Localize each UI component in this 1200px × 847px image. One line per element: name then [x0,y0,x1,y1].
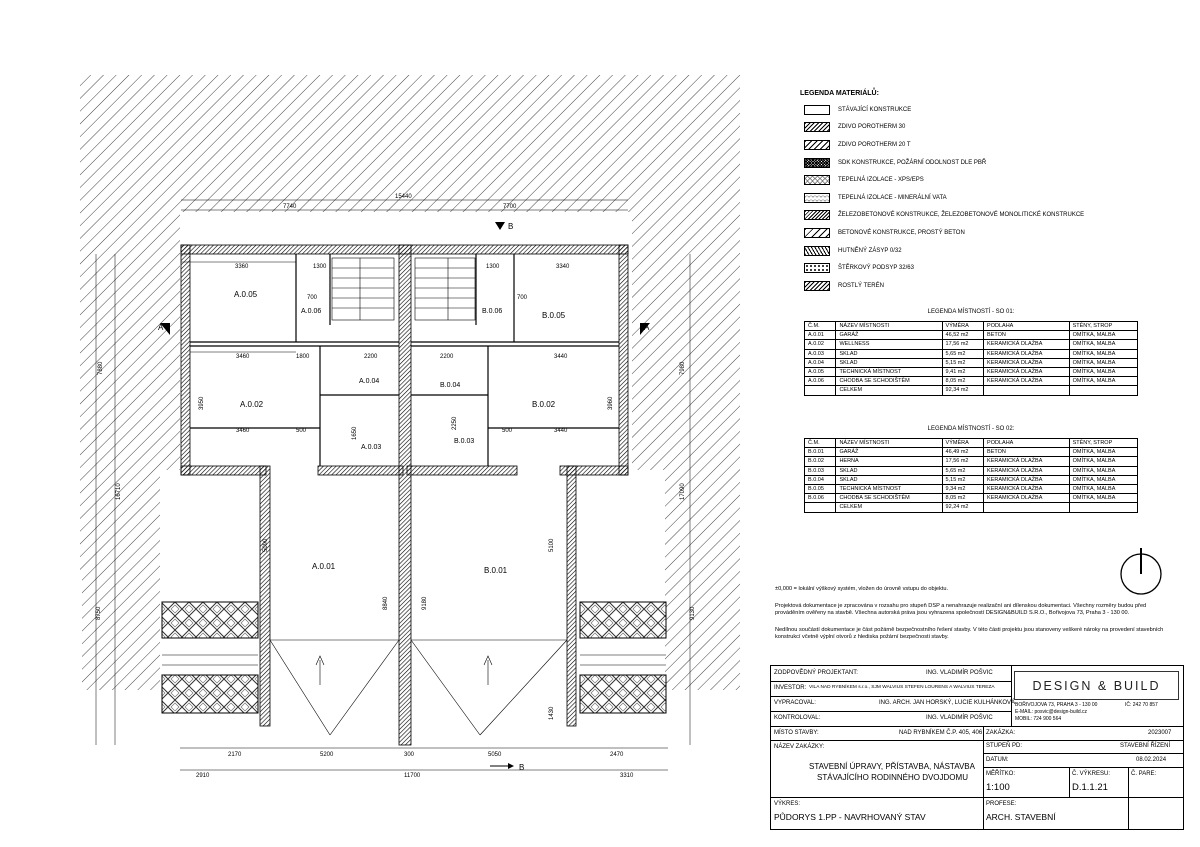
order-value: 2023007 [1148,730,1172,736]
scale-value: 1:100 [986,782,1010,793]
table-cell: SKLAD [836,349,942,358]
table-row [805,484,1138,493]
site-label: MÍSTO STAVBY: [774,730,819,736]
column-header: STĚNY, STROP [1069,322,1137,331]
dim-label: 2170 [228,752,242,758]
table-cell: OMÍTKA, MALBA [1069,367,1137,376]
table-row [805,349,1138,358]
table-row [805,386,1138,395]
legend-swatch-icon [804,228,830,238]
date-label: DATUM: [986,757,1009,763]
room-label: A.0.05 [234,290,258,299]
legend-label: ŠTĚRKOVÝ PODSYP 32/63 [838,265,914,272]
table-cell: A.0.01 [805,331,836,340]
table-cell: 5,15 m2 [942,358,984,367]
legend-item [790,277,1170,295]
project-line-2: STÁVAJÍCÍHO RODINNÉHO DVOJDOMU [817,773,968,782]
svg-text:B: B [519,763,525,772]
table-row [805,340,1138,349]
table-cell [805,503,836,512]
prepared-value: ING. ARCH. JAN HORSKÝ, LUCIE KULHÁNKOVÁ [879,700,1016,706]
room-label: A.0.04 [359,378,380,385]
table-cell: KERAMICKÁ DLAŽBA [984,358,1070,367]
dim-label: 7700 [503,204,517,210]
column-header: NÁZEV MÍSTNOSTI [836,322,942,331]
dim-label: 5200 [320,752,334,758]
drawing-label: VÝKRES: [774,801,801,807]
dim-label: 7880 [98,361,104,375]
checked-value: ING. VLADIMÍR POŠVIC [926,715,993,721]
dim-label: 2200 [364,354,378,360]
legend-item [790,259,1170,277]
table-row [805,503,1138,512]
table-row [805,475,1138,484]
gravel-bed-right-1 [580,602,666,638]
table-cell: OMÍTKA, MALBA [1069,475,1137,484]
column-header: Č.M. [805,439,836,448]
dim-label: 5090 [263,538,269,552]
column-header: VÝMĚRA [942,322,984,331]
profession-value: ARCH. STAVEBNÍ [986,812,1056,822]
table-cell: KERAMICKÁ DLAŽBA [984,340,1070,349]
dim-label: 1430 [549,706,555,720]
table-cell: A.0.05 [805,367,836,376]
table-row [805,457,1138,466]
table-cell: 17,56 m2 [942,340,984,349]
responsible-value: ING. VLADIMÍR POŠVIC [926,670,993,676]
table-cell: 92,34 m2 [942,386,984,395]
table-cell: 5,65 m2 [942,466,984,475]
note: Nedílnou součástí dokumentace je část požárně bezpečnostního řešení stavby. V této části projektu jsou stanoveny veškeré nároky na provedení stavebních konstrukcí včetně výplní otvorů z hlediska požární bezpečnosti stavby. [775,626,1164,641]
table-cell: OMÍTKA, MALBA [1069,466,1137,475]
table-row [805,466,1138,475]
room-label: B.0.02 [532,400,556,409]
legend-title: LEGENDA MATERIÁLŮ: [800,90,879,97]
room-label: B.0.05 [542,311,566,320]
profession-label: PROFESE: [986,801,1017,807]
scale-label: MĚŘÍTKO: [986,771,1016,777]
table-cell: OMÍTKA, MALBA [1069,448,1137,457]
drawing-number-label: Č. VÝKRESU: [1072,771,1111,777]
dim-label: 2200 [440,354,454,360]
legend-swatch-icon [804,246,830,256]
table-cell [984,386,1070,395]
company-phone: MOBIL: 724 900 564 [1015,716,1062,722]
table-cell: A.0.02 [805,340,836,349]
table-cell: 5,65 m2 [942,349,984,358]
table-row [805,494,1138,503]
table-cell: SKLAD [836,475,942,484]
table-row [805,358,1138,367]
investor-value: VILA NAD RYBNÍKEM s.r.o., SJM WALVIUS STEFEN LOURENS A WALVIUS TEREZA [809,685,995,690]
project-notes [775,586,1175,651]
dim-label: 5050 [488,752,502,758]
dim-label: 3950 [199,396,205,410]
note: Projektová dokumentace je zpracována v rozsahu pro stupeň DSP a nenahrazuje realizační ani dílenskou dokumentaci. Všechny rozměry budou před prováděním ověřeny na stavbě. Všechna autorská práva jsou vyhrazena společností DESIGN&BUILD S.R.O., Bořivojova 73, Praha 3 - 130 00. [775,602,1147,617]
table-cell: BETON [984,331,1070,340]
legend-swatch-icon [804,210,830,220]
dim-label: 9130 [690,606,696,620]
dim-label: 16710 [116,483,122,500]
drawing-number-value: D.1.1.21 [1072,782,1108,793]
table-cell: BETON [984,448,1070,457]
table-cell: 9,41 m2 [942,367,984,376]
room-label: A.0.01 [312,562,336,571]
dim-label: 300 [404,752,415,758]
dim-label: 9180 [422,596,428,610]
table-cell: 17,56 m2 [942,457,984,466]
legend-swatch-icon [804,140,830,150]
dim-label: 1300 [313,264,327,270]
legend-label: HUTNĚNÝ ZÁSYP 0/32 [838,247,902,254]
table-row [805,367,1138,376]
legend-item [790,207,1170,225]
table-cell: KERAMICKÁ DLAŽBA [984,484,1070,493]
legend-label: BETONOVÉ KONSTRUKCE, PROSTÝ BETON [838,229,965,236]
table-cell: OMÍTKA, MALBA [1069,494,1137,503]
dim-label: 1300 [486,264,500,270]
table-cell: B.0.01 [805,448,836,457]
dim-label: 3960 [608,396,614,410]
legend-label: STÁVAJÍCÍ KONSTRUKCE [838,106,912,113]
table-cell: 46,52 m2 [942,331,984,340]
table-cell: 92,24 m2 [942,503,984,512]
legend-item [790,189,1170,207]
project-line-1: STAVEBNÍ ÚPRAVY, PŘÍSTAVBA, NÁSTAVBA [809,762,975,771]
dim-label: 3460 [236,428,250,434]
table-cell: B.0.04 [805,475,836,484]
table-cell: OMÍTKA, MALBA [1069,340,1137,349]
dim-label: 700 [307,295,318,301]
legend-swatch-icon [804,175,830,185]
date-value: 08.02.2024 [1136,757,1167,763]
dim-label: 17090 [680,483,686,500]
dim-label: 3340 [556,264,570,270]
table-cell: OMÍTKA, MALBA [1069,377,1137,386]
dim-label: 8840 [383,596,389,610]
table-row [805,377,1138,386]
svg-text:A: A [158,323,164,332]
column-header: Č.M. [805,322,836,331]
room-label: B.0.04 [440,382,461,389]
dim-label: 1800 [296,354,310,360]
table-cell: CELKEM [836,503,942,512]
table-cell: KERAMICKÁ DLAŽBA [984,457,1070,466]
table-cell [984,503,1070,512]
dim-label: 7740 [283,204,297,210]
note: ±0,000 = lokální výškový systém, vložen do úrovně vstupu do objektu. [775,586,948,592]
gravel-bed-right-2 [580,675,666,713]
legend-swatch-icon [804,158,830,168]
legend-item [790,242,1170,260]
table-cell: B.0.03 [805,466,836,475]
legend-item [790,171,1170,189]
legend-swatch-icon [804,281,830,291]
legend-label: ZDIVO POROTHERM 20 T [838,141,911,148]
table-cell: KERAMICKÁ DLAŽBA [984,377,1070,386]
dim-label: 3360 [235,264,249,270]
dim-label: 3440 [554,428,568,434]
table-cell: CHODBA SE SCHODIŠTĚM [836,494,942,503]
table-cell: B.0.06 [805,494,836,503]
company-address: BOŘIVOJOVA 73, PRAHA 3 - 130 00 [1015,702,1098,708]
table-cell: CHODBA SE SCHODIŠTĚM [836,377,942,386]
table-cell: CELKEM [836,386,942,395]
legend-label: TEPELNÁ IZOLACE - XPS/EPS [838,177,924,184]
copy-number-label: Č. PARE: [1131,771,1157,777]
column-header: VÝMĚRA [942,439,984,448]
dim-label: 15440 [395,194,412,200]
table-cell: TECHNICKÁ MÍSTNOST [836,484,942,493]
dim-label: 7980 [680,361,686,375]
table-cell: GARÁŽ [836,331,942,340]
stage-label: STUPEŇ PD: [986,743,1023,749]
legend-label: ROSTLÝ TERÉN [838,282,884,289]
table-cell: OMÍTKA, MALBA [1069,457,1137,466]
room-label: B.0.01 [484,566,508,575]
table-cell: HERNA [836,457,942,466]
column-header: STĚNY, STROP [1069,439,1137,448]
table-cell: 8,05 m2 [942,377,984,386]
table-cell: B.0.05 [805,484,836,493]
stage-value: STAVEBNÍ ŘÍZENÍ [1120,743,1171,749]
table-row [805,448,1138,457]
table-cell: KERAMICKÁ DLAŽBA [984,349,1070,358]
column-header: PODLAHA [984,439,1070,448]
table-row [805,331,1138,340]
dim-label: 11700 [404,773,421,779]
legend-label: TEPELNÁ IZOLACE - MINERÁLNÍ VATA [838,194,947,201]
responsible-label: ZODPOVĚDNÝ PROJEKTANT: [774,670,858,676]
table-cell: SKLAD [836,466,942,475]
legend-swatch-icon [804,193,830,203]
table-cell: 5,15 m2 [942,475,984,484]
table-header-row [805,322,1138,331]
materials-legend [790,90,1170,295]
dim-label: 2470 [610,752,624,758]
table-title: LEGENDA MÍSTNOSTÍ - SO 01: [927,309,1015,315]
table-cell: SKLAD [836,358,942,367]
company-email: E-MAIL: posvic@design-build.cz [1015,709,1088,715]
prepared-label: VYPRACOVAL: [774,700,816,706]
dim-label: 8750 [96,606,102,620]
table-cell [1069,386,1137,395]
dim-label: 5100 [549,538,555,552]
dim-label: 3310 [620,773,634,779]
svg-text:B: B [508,222,514,231]
table-cell: KERAMICKÁ DLAŽBA [984,475,1070,484]
table-cell: 46,49 m2 [942,448,984,457]
room-table-so01 [804,309,1138,396]
room-label: A.0.03 [361,444,382,451]
legend-item [790,224,1170,242]
table-cell: 9,34 m2 [942,484,984,493]
gravel-bed-left-2 [162,675,258,713]
table-cell: A.0.04 [805,358,836,367]
table-cell: GARÁŽ [836,448,942,457]
room-label: A.0.06 [301,308,322,315]
table-cell: 8,05 m2 [942,494,984,503]
table-header-row [805,439,1138,448]
table-cell: OMÍTKA, MALBA [1069,349,1137,358]
dim-label: 3460 [236,354,250,360]
room-table-so02 [804,426,1138,513]
legend-label: ŽELEZOBETONOVÉ KONSTRUKCE, ŽELEZOBETONOVÉ MONOLITICKÉ KONSTRUKCE [838,212,1085,219]
table-cell: TECHNICKÁ MÍSTNOST [836,367,942,376]
dim-label: 500 [296,428,307,434]
dim-label: 1650 [352,426,358,440]
legend-label: SDK KONSTRUKCE, POŽÁRNÍ ODOLNOST DLE PBŘ [838,159,987,166]
table-cell: KERAMICKÁ DLAŽBA [984,466,1070,475]
table-cell: OMÍTKA, MALBA [1069,331,1137,340]
room-label: A.0.02 [240,400,264,409]
company-logo: DESIGN & BUILD [1014,671,1179,700]
table-cell: KERAMICKÁ DLAŽBA [984,367,1070,376]
legend-swatch-icon [804,105,830,115]
room-label: B.0.03 [454,438,475,445]
investor-label: INVESTOR: [774,685,807,691]
table-cell: KERAMICKÁ DLAŽBA [984,494,1070,503]
dim-label: 3440 [554,354,568,360]
table-cell [805,386,836,395]
legend-item [790,119,1170,137]
dim-label: 700 [517,295,528,301]
legend-item [790,154,1170,172]
table-cell: OMÍTKA, MALBA [1069,484,1137,493]
table-cell: A.0.06 [805,377,836,386]
table-cell: WELLNESS [836,340,942,349]
legend-swatch-icon [804,263,830,273]
gravel-bed-left-1 [162,602,258,638]
table-cell [1069,503,1137,512]
column-header: NÁZEV MÍSTNOSTI [836,439,942,448]
legend-swatch-icon [804,122,830,132]
project-label: NÁZEV ZAKÁZKY: [774,744,825,750]
table-cell: OMÍTKA, MALBA [1069,358,1137,367]
order-label: ZAKÁZKA: [986,730,1016,736]
column-header: PODLAHA [984,322,1070,331]
legend-label: ZDIVO POROTHERM 30 [838,124,906,131]
dim-label: 2910 [196,773,210,779]
company-ic: IČ: 242 70 857 [1125,702,1158,708]
table-cell: B.0.02 [805,457,836,466]
svg-text:A: A [644,323,650,332]
site-value: NAD RYBNÍKEM Č.P. 405, 406 [899,730,983,736]
table-cell: A.0.03 [805,349,836,358]
checked-label: KONTROLOVAL: [774,715,821,721]
title-block [770,665,1184,830]
legend-item [790,136,1170,154]
table-title: LEGENDA MÍSTNOSTÍ - SO 02: [927,426,1015,432]
dim-label: 500 [502,428,513,434]
legend-item [790,101,1170,119]
room-label: B.0.06 [482,308,503,315]
drawing-title: PŮDORYS 1.PP - NAVRHOVANÝ STAV [774,812,926,822]
dim-label: 2250 [452,416,458,430]
